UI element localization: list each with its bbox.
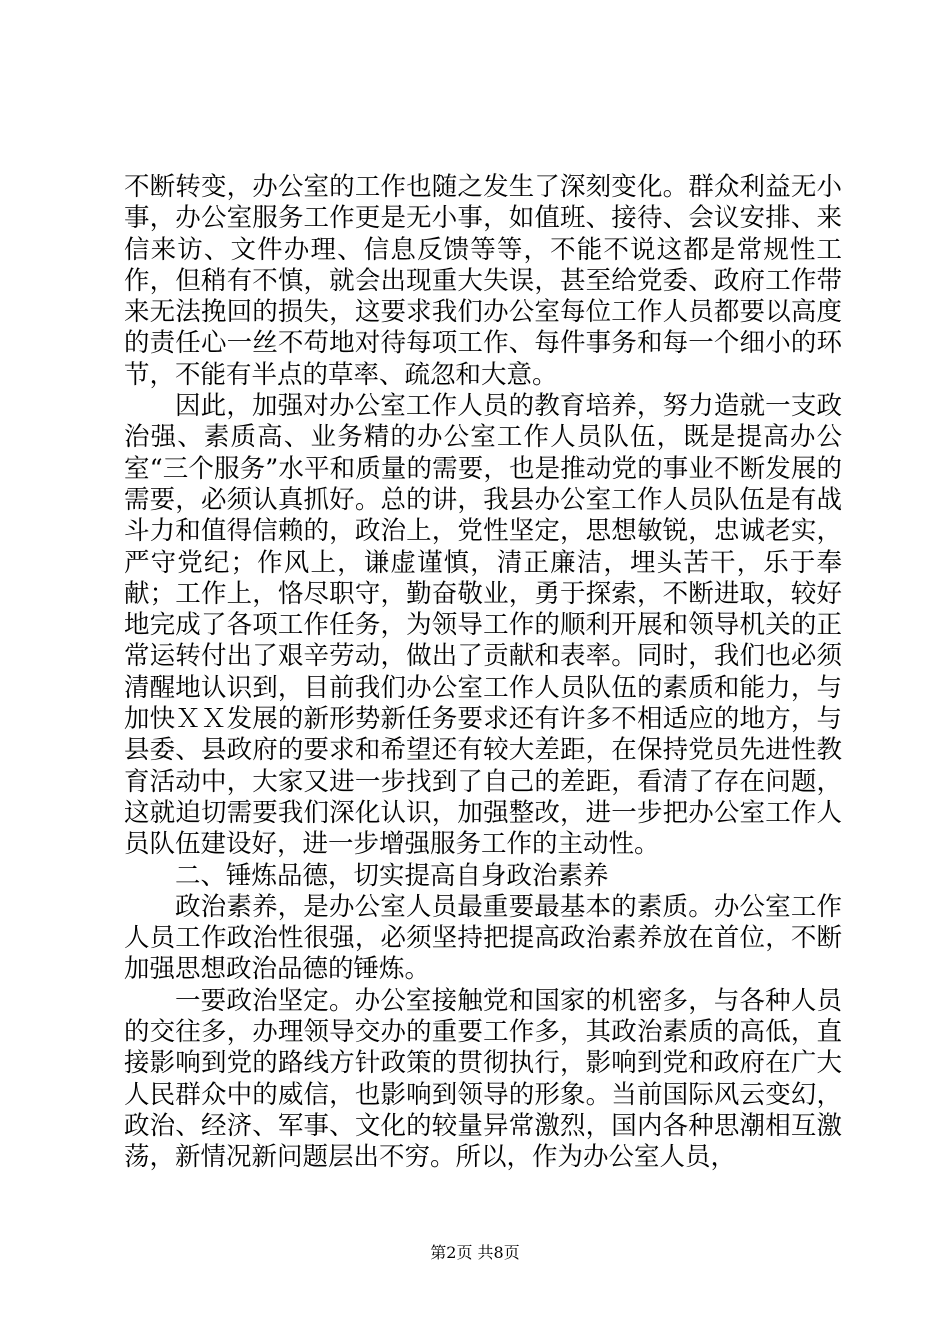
page-footer: 第2页 共8页: [430, 1243, 520, 1262]
paragraph-1: 不断转变，办公室的工作也随之发生了深刻变化。群众利益无小事，办公室服务工作更是无小事，如值班、接待、会议安排、来信来访、文件办理、信息反馈等等，不能不说这都是常规性工作，但稍有不慎，就会出现重大失误，甚至给党委、政府工作带来无法挽回的损失，这要求我们办公室每位工作人员都要以高度的责任心一丝不苟地对待每项工作、每件事务和每一个细小的环节，不能有半点的草率、疏忽和大意。: [124, 172, 842, 390]
paragraph-3: 政治素养，是办公室人员最重要最基本的素质。办公室工作人员工作政治性很强，必须坚持把提高政治素养放在首位，不断加强思想政治品德的锤炼。: [124, 891, 842, 985]
section-heading: 二、锤炼品德，切实提高自身政治素养: [175, 860, 609, 891]
paragraph-4: 一要政治坚定。办公室接触党和国家的机密多，与各种人员的交往多，办理领导交办的重要工作多，其政治素质的高低，直接影响到党的路线方针政策的贯彻执行，影响到党和政府在广大人民群众中的威信，也影响到领导的形象。当前国际风云变幻，政治、经济、军事、文化的较量异常激烈，国内各种思潮相互激荡，新情况新问题层出不穷。所以，作为办公室人员，: [124, 985, 842, 1173]
paragraph-2: 因此，加强对办公室工作人员的教育培养，努力造就一支政治强、素质高、业务精的办公室工作人员队伍，既是提高办公室“三个服务”水平和质量的需要，也是推动党的事业不断发展的需要，必须认真抓好。总的讲，我县办公室工作人员队伍是有战斗力和值得信赖的，政治上，党性坚定，思想敏锐，忠诚老实，严守党纪；作风上，谦虚谨慎，清正廉洁，埋头苦干，乐于奉献；工作上，恪尽职守，勤奋敬业，勇于探索，不断进取，较好地完成了各项工作任务，为领导工作的顺利开展和领导机关的正常运转付出了艰辛劳动，做出了贡献和表率。同时，我们也必须清醒地认识到，目前我们办公室工作人员队伍的素质和能力，与加快ＸＸ发展的新形势新任务要求还有许多不相适应的地方，与县委、县政府的要求和希望还有较大差距，在保持党员先进性教育活动中，大家又进一步找到了自己的差距，看清了存在问题，这就迫切需要我们深化认识，加强整改，进一步把办公室工作人员队伍建设好，进一步增强服务工作的主动性。: [124, 391, 842, 860]
document-body: [124, 172, 842, 1174]
